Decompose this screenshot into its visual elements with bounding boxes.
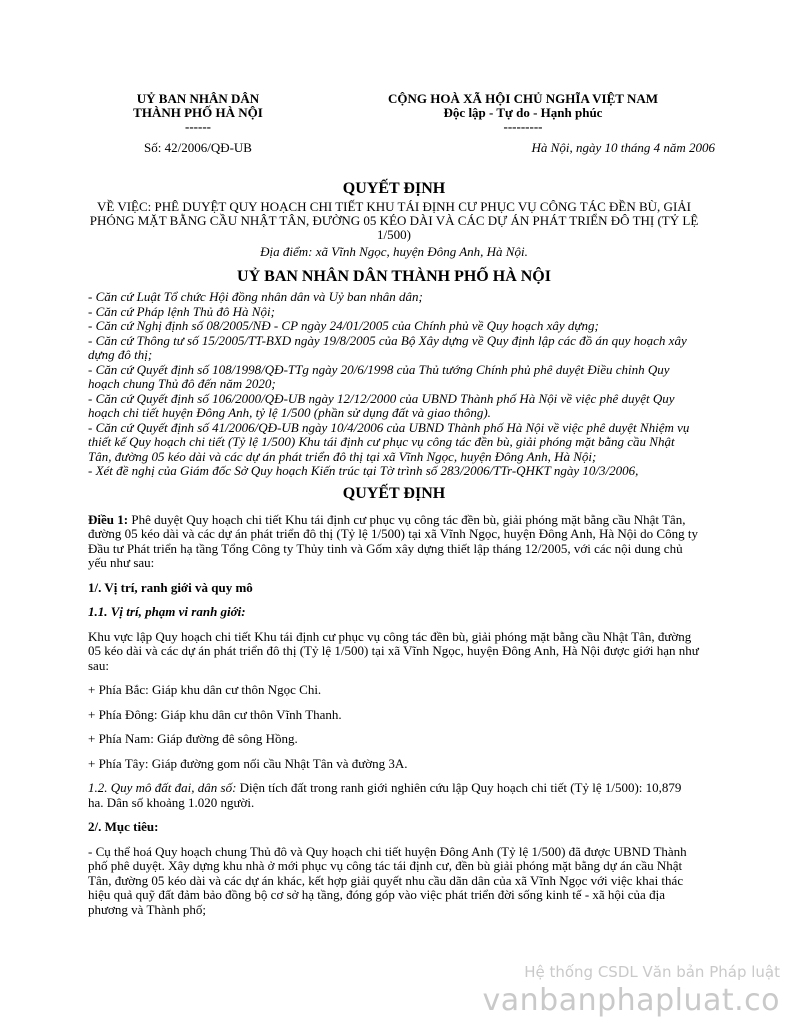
legal-basis-item: - Căn cứ Nghị định số 08/2005/NĐ - CP ngày 24/01/2005 của Chính phủ về Quy hoạch xây dựng; [88, 318, 599, 333]
section-1-2 [88, 781, 700, 810]
article-1-label: Điều 1: [88, 511, 129, 527]
legal-basis-item: - Căn cứ Luật Tổ chức Hội đồng nhân dân và Uỷ ban nhân dân; [88, 289, 423, 304]
decision-title: QUYẾT ĐỊNH [342, 484, 446, 502]
legal-basis-item: - Căn cứ Quyết định số 41/2006/QĐ-UB ngày 10/4/2006 của UBND Thành phố Hà Nội về việc phê duyệt Nhiệm vụ thiết kế Quy hoạch chi tiết (Tỷ lệ 1/500) Khu tái định cư phục vụ công tác đền bù, giải phóng mặt bằng cầu Nhật Tân, đường 05 kéo dài và các dự án phát triển đô thị tại xã Vĩnh Ngọc, huyện Đông Anh, Hà Nội; [88, 419, 690, 464]
boundary-item: + Phía Đông: Giáp khu dân cư thôn Vĩnh Thanh. [88, 706, 342, 722]
boundary-item: + Phía Bắc: Giáp khu dân cư thôn Ngọc Chi. [88, 682, 322, 697]
section-1-1-heading: 1.1. Vị trí, phạm vi ranh giới: [88, 604, 246, 619]
section-1-2-text: Diện tích đất trong ranh giới nghiên cứu lập Quy hoạch chi tiết (Tỷ lệ 1/500): 10,879 ha. Dân số khoảng 1.020 người. [88, 780, 682, 810]
country-name: CỘNG HOÀ XÃ HỘI CHỦ NGHĨA VIỆT NAM [387, 91, 659, 106]
issuer-line1: UỶ BAN NHÂN DÂN [136, 91, 260, 106]
section-1-heading: 1/. Vị trí, ranh giới và quy mô [88, 579, 253, 595]
issuer-block [88, 92, 308, 134]
legal-basis-item: - Căn cứ Pháp lệnh Thủ đô Hà Nội; [88, 303, 275, 319]
article-1 [88, 513, 700, 571]
issuer-line2: THÀNH PHỐ HÀ NỘI [133, 105, 263, 120]
document-page [88, 91, 715, 917]
document-title: QUYẾT ĐỊNH [342, 180, 446, 197]
document-subject: VỀ VIỆC: PHÊ DUYỆT QUY HOẠCH CHI TIẾT KHU TÁI ĐỊNH CƯ PHỤC VỤ CÔNG TÁC ĐỀN BÙ, GIẢI PHÓNG MẶT BẰNG CẦU NHẬT TÂN, ĐƯỜNG 05 KÉO DÀI VÀ CÁC DỰ ÁN PHÁT TRIỂN ĐÔ THỊ (TỶ LỆ 1/500) [89, 199, 699, 242]
legal-basis-item: - Căn cứ Quyết định số 108/1998/QĐ-TTg ngày 20/6/1998 của Thủ tướng Chính phủ phê duyệt Điều chỉnh Quy hoạch chung Thủ đô đến năm 2020; [88, 361, 670, 391]
article-1-text: Phê duyệt Quy hoạch chi tiết Khu tái định cư phục vụ công tác đền bù, giải phóng mặt bằng cầu Nhật Tân, đường 05 kéo dài và các dự án phát triển đô thị (Tỷ lệ 1/500) tại xã Vĩnh Ngọc, huyện Đông Anh, Hà Nội do Công ty Đầu tư Phát triển hạ tầng Tổng Công ty Thủy tinh và Gốm xây dựng thiết lập tháng 12/2005, với các nội dung chủ yếu như sau: [88, 511, 698, 570]
section-1-1-text: Khu vực lập Quy hoạch chi tiết Khu tái định cư phục vụ công tác đền bù, giải phóng mặt bằng cầu Nhật Tân, đường 05 kéo dài và các dự án phát triển đô thị (Tỷ lệ 1/500) tại xã Vĩnh Ngọc, huyện Đông Anh, Hà Nội được giới hạn như sau: [88, 628, 699, 673]
motto-separator: --------- [503, 119, 543, 134]
legal-basis-item: - Căn cứ Quyết định số 106/2000/QĐ-UB ngày 12/12/2000 của UBND Thành phố Hà Nội về việc phê duyệt Quy hoạch chi tiết huyện Đông Anh, tỷ lệ 1/500 (phần sử dụng đất và giao thông). [88, 390, 675, 420]
issuer-separator: ------ [185, 119, 211, 134]
document-number: Số: 42/2006/QĐ-UB [144, 140, 252, 155]
document-location: Địa điểm: xã Vĩnh Ngọc, huyện Đông Anh, Hà Nội. [260, 244, 528, 259]
section-1-2-label: 1.2. Quy mô đất đai, dân số: [88, 780, 237, 795]
section-2-text: - Cụ thể hoá Quy hoạch chung Thủ đô và Quy hoạch chi tiết huyện Đông Anh (Tỷ lệ 1/500) đã được UBND Thành phố phê duyệt. Xây dựng khu nhà ở mới phục vụ công tác tái định cư, đền bù giải phóng mặt bằng dự án cầu Nhật Tân, đường 05 kéo dài và các dự án khác, kết hợp giải quyết nhu cầu dãn dân của xã Vĩnh Ngọc với việc khai thác hiệu quả quỹ đất đảm bảo đồng bộ cơ sở hạ tầng, đóng góp vào việc phát triển đời sống kinh tế - xã hội của địa phương và Thành phố; [88, 843, 687, 917]
motto-block [343, 92, 703, 134]
legal-basis-item: - Căn cứ Thông tư số 15/2005/TT-BXD ngày 19/8/2005 của Bộ Xây dựng về Quy định lập các đồ án quy hoạch xây dựng đô thị; [88, 332, 687, 362]
legal-basis-list [88, 290, 700, 479]
watermark-site: vanbanphapluat.co [482, 983, 780, 1018]
boundary-item: + Phía Tây: Giáp đường gom nối cầu Nhật Tân và đường 3A. [88, 755, 408, 771]
motto: Độc lập - Tự do - Hạnh phúc [443, 105, 603, 120]
org-title: UỶ BAN NHÂN DÂN THÀNH PHỐ HÀ NỘI [237, 268, 551, 285]
watermark-tagline: Hệ thống CSDL Văn bản Pháp luật [524, 963, 780, 981]
document-date: Hà Nội, ngày 10 tháng 4 năm 2006 [531, 140, 715, 155]
section-2-heading: 2/. Mục tiêu: [88, 819, 159, 834]
document-header [88, 91, 715, 162]
boundary-item: + Phía Nam: Giáp đường đê sông Hồng. [88, 731, 298, 746]
legal-basis-item: - Xét đề nghị của Giám đốc Sở Quy hoạch Kiến trúc tại Tờ trình số 283/2006/TTr-QHKT ngày 10/3/2006, [88, 463, 639, 478]
